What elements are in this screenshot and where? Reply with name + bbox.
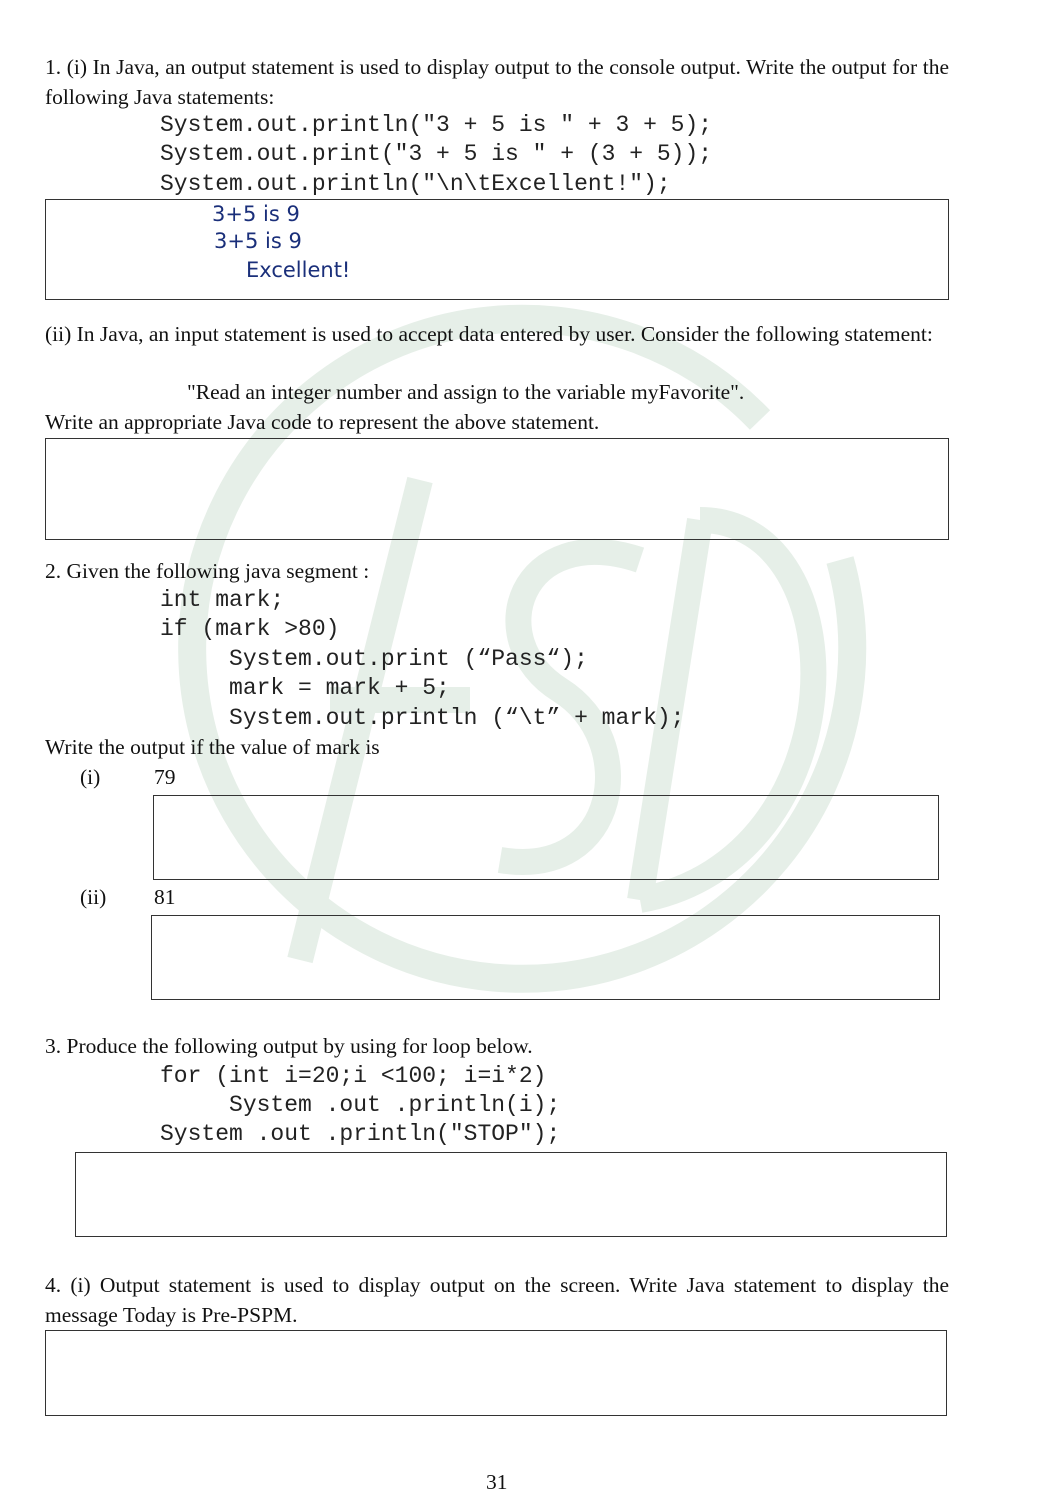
q1-code-line: System.out.print("3 + 5 is " + (3 + 5)); — [160, 141, 713, 167]
q1-i-answer-box[interactable] — [45, 199, 949, 300]
page-number: 31 — [486, 1470, 508, 1494]
q2-question: 2. Given the following java segment : — [45, 559, 370, 583]
q2-code-line: int mark; — [160, 587, 285, 613]
q4-answer-box[interactable] — [45, 1330, 947, 1416]
q3-answer-box[interactable] — [75, 1152, 947, 1237]
q3-question: 3. Produce the following output by using for loop below. — [45, 1034, 533, 1058]
q1-ii-quote: "Read an integer number and assign to the variable myFavorite". — [187, 380, 745, 404]
q1-ii-instruction: Write an appropriate Java code to represent the above statement. — [45, 410, 600, 434]
q2-instruction: Write the output if the value of mark is — [45, 735, 380, 759]
handwritten-answer-line: Excellent! — [246, 258, 351, 282]
q1-ii-answer-box[interactable] — [45, 438, 949, 540]
q1-code-line: System.out.println("\n\tExcellent!"); — [160, 171, 671, 197]
q4-question: 4. (i) Output statement is used to display output on the screen. Write Java statement to display the message Today is Pre-PSPM. — [45, 1273, 949, 1327]
q2-code-line: mark = mark + 5; — [160, 675, 450, 701]
q2-part-value: 79 — [154, 765, 176, 789]
q2-code-line: if (mark >80) — [160, 616, 340, 642]
q1-i-question: 1. (i) In Java, an output statement is used to display output to the console output. Write the output for the following Java statements: — [45, 55, 949, 109]
q2-i-answer-box[interactable] — [153, 795, 939, 880]
q3-code-line: System .out .println("STOP"); — [160, 1121, 561, 1147]
handwritten-answer-line: 3+5 is 9 — [214, 229, 302, 253]
q3-code-line: for (int i=20;i <100; i=i*2) — [160, 1063, 547, 1089]
q1-ii-question: (ii) In Java, an input statement is used to accept data entered by user. Consider the following statement: — [45, 322, 933, 346]
q2-part-label: (i) — [80, 765, 101, 789]
q2-part-label: (ii) — [80, 885, 107, 909]
q1-code-line: System.out.println("3 + 5 is " + 3 + 5); — [160, 112, 713, 138]
handwritten-answer-line: 3+5 is 9 — [212, 202, 300, 226]
q2-code-line: System.out.println (“\t” + mark); — [160, 705, 685, 731]
q3-code-line: System .out .println(i); — [160, 1092, 561, 1118]
q2-code-line: System.out.print (“Pass“); — [160, 646, 588, 672]
q2-ii-answer-box[interactable] — [151, 915, 940, 1000]
q2-part-value: 81 — [154, 885, 176, 909]
